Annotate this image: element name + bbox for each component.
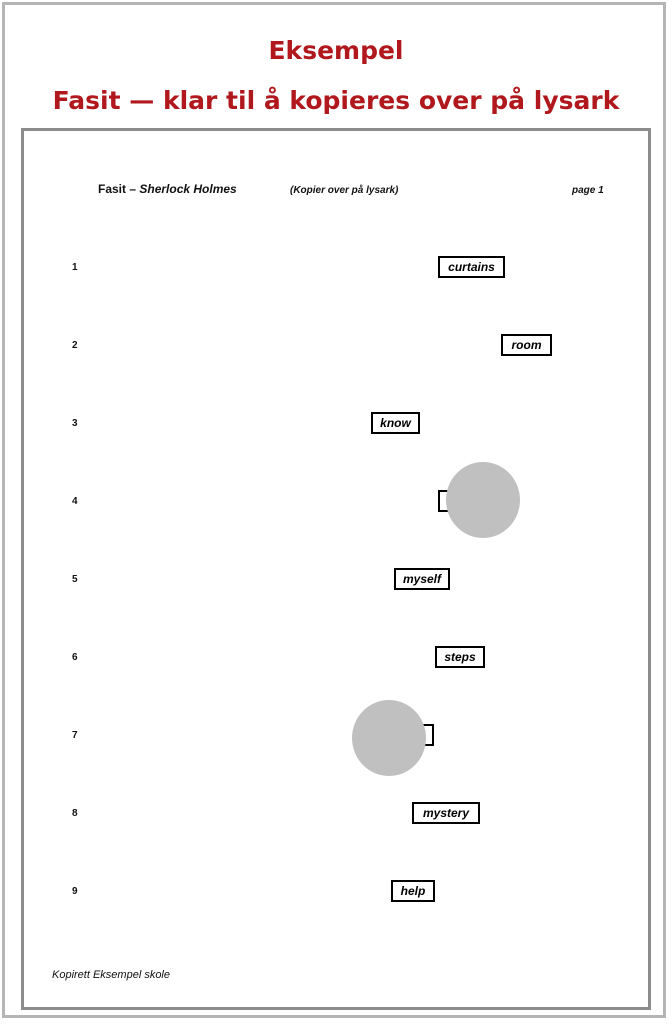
answer-box-curtains: curtains — [438, 256, 505, 278]
redaction-circle — [446, 462, 520, 538]
sheet-title-name: Sherlock Holmes — [139, 182, 237, 196]
row-number: 4 — [72, 496, 78, 507]
answer-box-help: help — [391, 880, 435, 902]
row-number: 3 — [72, 418, 78, 429]
sheet-title-prefix: Fasit – — [98, 182, 140, 196]
row-number: 1 — [72, 262, 78, 273]
sheet-note: (Kopier over på lysark) — [290, 185, 399, 196]
redaction-circle — [352, 700, 426, 776]
answer-box-steps: steps — [435, 646, 485, 668]
page-subtitle: Fasit — klar til å kopieres over på lysark — [52, 86, 620, 115]
copyright-note: Kopirett Eksempel skole — [52, 969, 170, 981]
row-number: 6 — [72, 652, 78, 663]
row-number: 9 — [72, 886, 78, 897]
row-number: 2 — [72, 340, 78, 351]
row-number: 5 — [72, 574, 78, 585]
answer-sheet — [21, 128, 651, 1010]
answer-box-room: room — [501, 334, 552, 356]
page-title: Eksempel — [268, 36, 404, 65]
page-number: page 1 — [572, 185, 604, 196]
row-number: 8 — [72, 808, 78, 819]
answer-box-know: know — [371, 412, 420, 434]
sheet-title — [98, 182, 237, 196]
answer-box-myself: myself — [394, 568, 450, 590]
row-number: 7 — [72, 730, 78, 741]
answer-box-mystery: mystery — [412, 802, 480, 824]
